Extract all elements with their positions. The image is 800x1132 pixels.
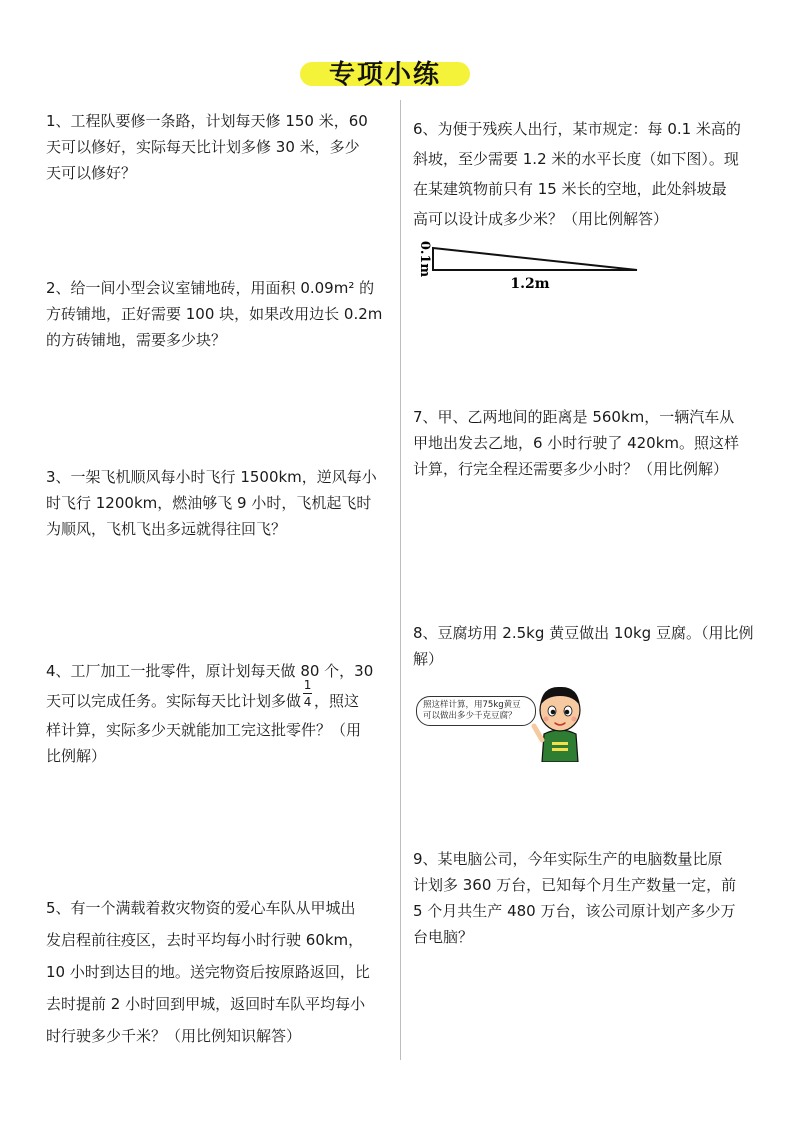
question-4-text: 天可以完成任务。实际每天比计划多做 [46, 692, 302, 710]
question-2-line: 方砖铺地，正好需要 100 块，如果改用边长 0.2m [46, 305, 383, 323]
question-9-line: 5 个月共生产 480 万台，该公司原计划产多少万 [413, 902, 736, 920]
column-divider [400, 100, 401, 1060]
speech-bubble [416, 696, 536, 726]
question-7 [413, 404, 739, 482]
question-9-line: 台电脑？ [413, 928, 474, 946]
question-1-line: 天可以修好，实际每天比计划多修 30 米，多少 [46, 138, 360, 156]
question-7-line: 甲地出发去乙地，6 小时行驶了 420km。照这样 [413, 434, 740, 452]
question-9-line: 计划多 360 万台，已知每个月生产数量一定，前 [413, 876, 737, 894]
fraction-numerator: 1 [303, 678, 312, 692]
question-3-line: 时飞行 1200km，燃油够飞 9 小时，飞机起飞时 [46, 494, 372, 512]
question-8 [413, 620, 753, 672]
speech-bubble-line: 可以做出多少千克豆腐？ [423, 711, 517, 721]
question-1-line: 1、工程队要修一条路，计划每天修 150 米，60 [46, 112, 368, 130]
question-1 [46, 108, 368, 186]
cartoon-illustration [412, 682, 592, 762]
question-5-line: 5、有一个满载着救灾物资的爱心车队从甲城出 [46, 899, 356, 917]
slope-diagram [405, 240, 655, 300]
question-5-line: 发启程前往疫区，去时平均每小时行驶 60km， [46, 931, 364, 949]
title-text: 专项小练 [328, 60, 441, 90]
question-2 [46, 275, 382, 353]
question-8-line: 解） [413, 650, 444, 668]
page-title [300, 52, 470, 92]
question-4-line: 样计算，实际多少天就能加工完这批零件？（用 [46, 721, 362, 739]
boy-cartoon-icon [530, 682, 590, 762]
slope-triangle [433, 248, 637, 270]
question-6-line: 斜坡，至少需要 1.2 米的水平长度（如下图）。现 [413, 150, 739, 168]
question-4-line [46, 678, 373, 717]
question-4-text: ，照这 [314, 692, 360, 710]
question-4 [46, 656, 373, 769]
speech-bubble-line: 照这样计算，用75kg黄豆 [423, 700, 521, 710]
question-7-line: 计算，行完全程还需要多少小时？（用比例解） [413, 460, 729, 478]
question-5-line: 去时提前 2 小时回到甲城，返回时车队平均每小 [46, 995, 366, 1013]
question-2-line: 的方砖铺地，需要多少块？ [46, 331, 227, 349]
question-8-line: 8、豆腐坊用 2.5kg 黄豆做出 10kg 豆腐。（用比例 [413, 624, 754, 642]
question-5-line: 时行驶多少千米？（用比例知识解答） [46, 1027, 302, 1045]
question-5 [46, 892, 370, 1052]
fraction [303, 678, 312, 709]
question-5-line: 10 小时到达目的地。送完物资后按原路返回，比 [46, 963, 370, 981]
question-3-line: 3、一架飞机顺风每小时飞行 1500km，逆风每小 [46, 468, 377, 486]
slope-height-label: 0.1m [417, 240, 432, 278]
question-7-line: 7、甲、乙两地间的距离是 560km，一辆汽车从 [413, 408, 735, 426]
question-9-line: 9、某电脑公司，今年实际生产的电脑数量比原 [413, 850, 723, 868]
question-4-line: 比例解） [46, 747, 107, 765]
question-9 [413, 846, 736, 950]
question-6-line: 6、为便于残疾人出行，某市规定：每 0.1 米高的 [413, 120, 741, 138]
question-6-line: 在某建筑物前只有 15 米长的空地，此处斜坡最 [413, 180, 727, 198]
question-2-line: 2、给一间小型会议室铺地砖，用面积 0.09m² 的 [46, 279, 375, 297]
slope-length-label: 1.2m [510, 276, 550, 292]
question-6-line: 高可以设计成多少米？（用比例解答） [413, 210, 669, 228]
fraction-denominator: 4 [303, 695, 312, 709]
question-4-line: 4、工厂加工一批零件，原计划每天做 80 个，30 [46, 662, 374, 680]
question-1-line: 天可以修好？ [46, 164, 137, 182]
fraction-bar [303, 693, 312, 694]
question-6 [413, 114, 741, 234]
question-3 [46, 464, 377, 542]
question-3-line: 为顺风，飞机飞出多远就得往回飞？ [46, 520, 287, 538]
